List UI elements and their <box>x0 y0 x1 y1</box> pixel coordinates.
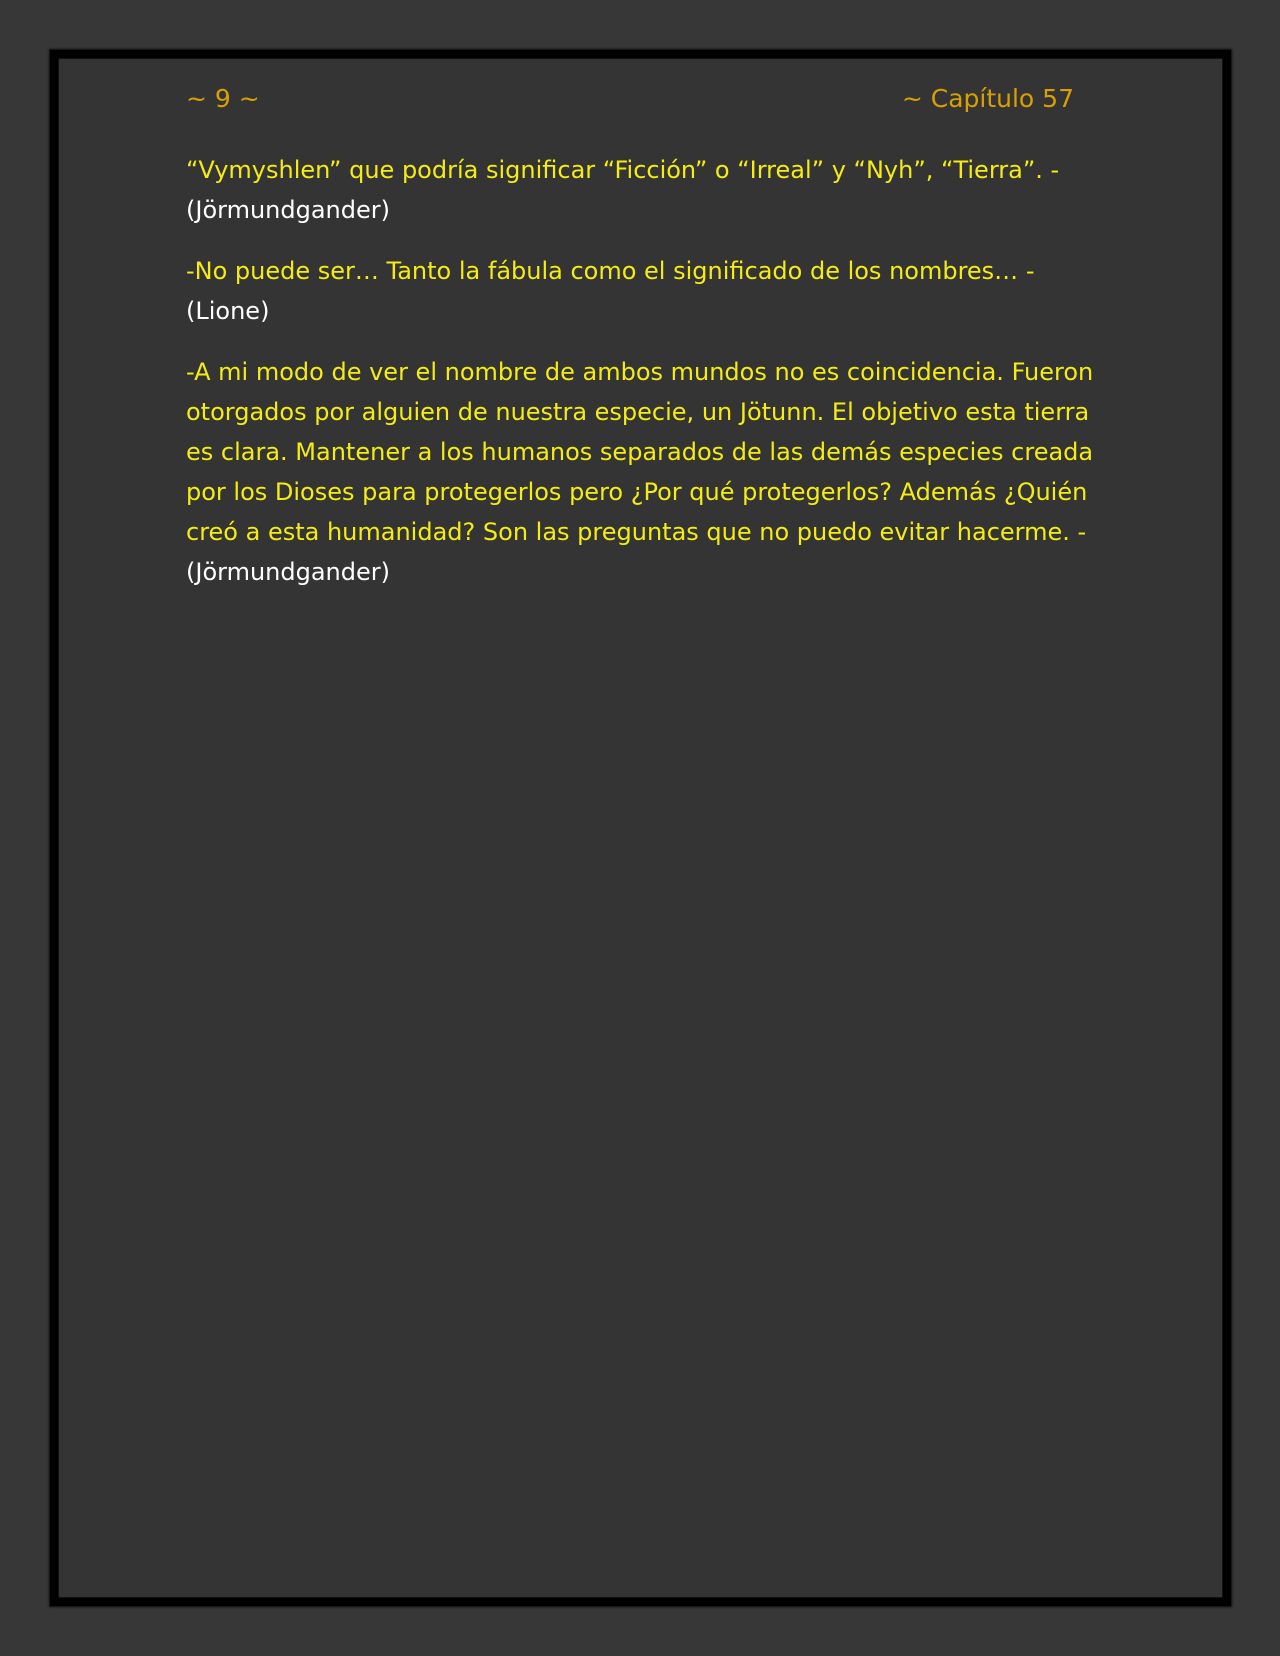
speaker-name: (Lione) <box>186 297 270 325</box>
dialogue-text: “Vymyshlen” que podría significar “Ficción” o “Irreal” y “Nyh”, “Tierra”. - <box>186 156 1060 184</box>
dialogue-text: -A mi modo de ver el nombre de ambos mundos no es coincidencia. Fueron otorgados por alguien de nuestra especie, un Jötunn. El objetivo esta tierra es clara. Mantener a los humanos separados de las demás especies creada por los Dioses para protegerlos pero ¿Por qué protegerlos? Además ¿Quién creó a esta humanidad? Son las preguntas que no puedo evitar hacerme. - <box>186 358 1094 546</box>
dialogue-paragraph <box>186 352 1116 592</box>
speaker-name: (Jörmundgander) <box>186 558 390 586</box>
page-body <box>186 150 1116 613</box>
dialogue-text: -No puede ser… Tanto la fábula como el significado de los nombres… - <box>186 257 1035 285</box>
page-header <box>186 84 1074 114</box>
page-frame <box>50 50 1231 1606</box>
page-number: ~ 9 ~ <box>186 84 260 113</box>
dialogue-paragraph <box>186 150 1116 230</box>
dialogue-paragraph <box>186 251 1116 331</box>
chapter-title: ~ Capítulo 57 <box>901 84 1074 113</box>
speaker-name: (Jörmundgander) <box>186 196 390 224</box>
